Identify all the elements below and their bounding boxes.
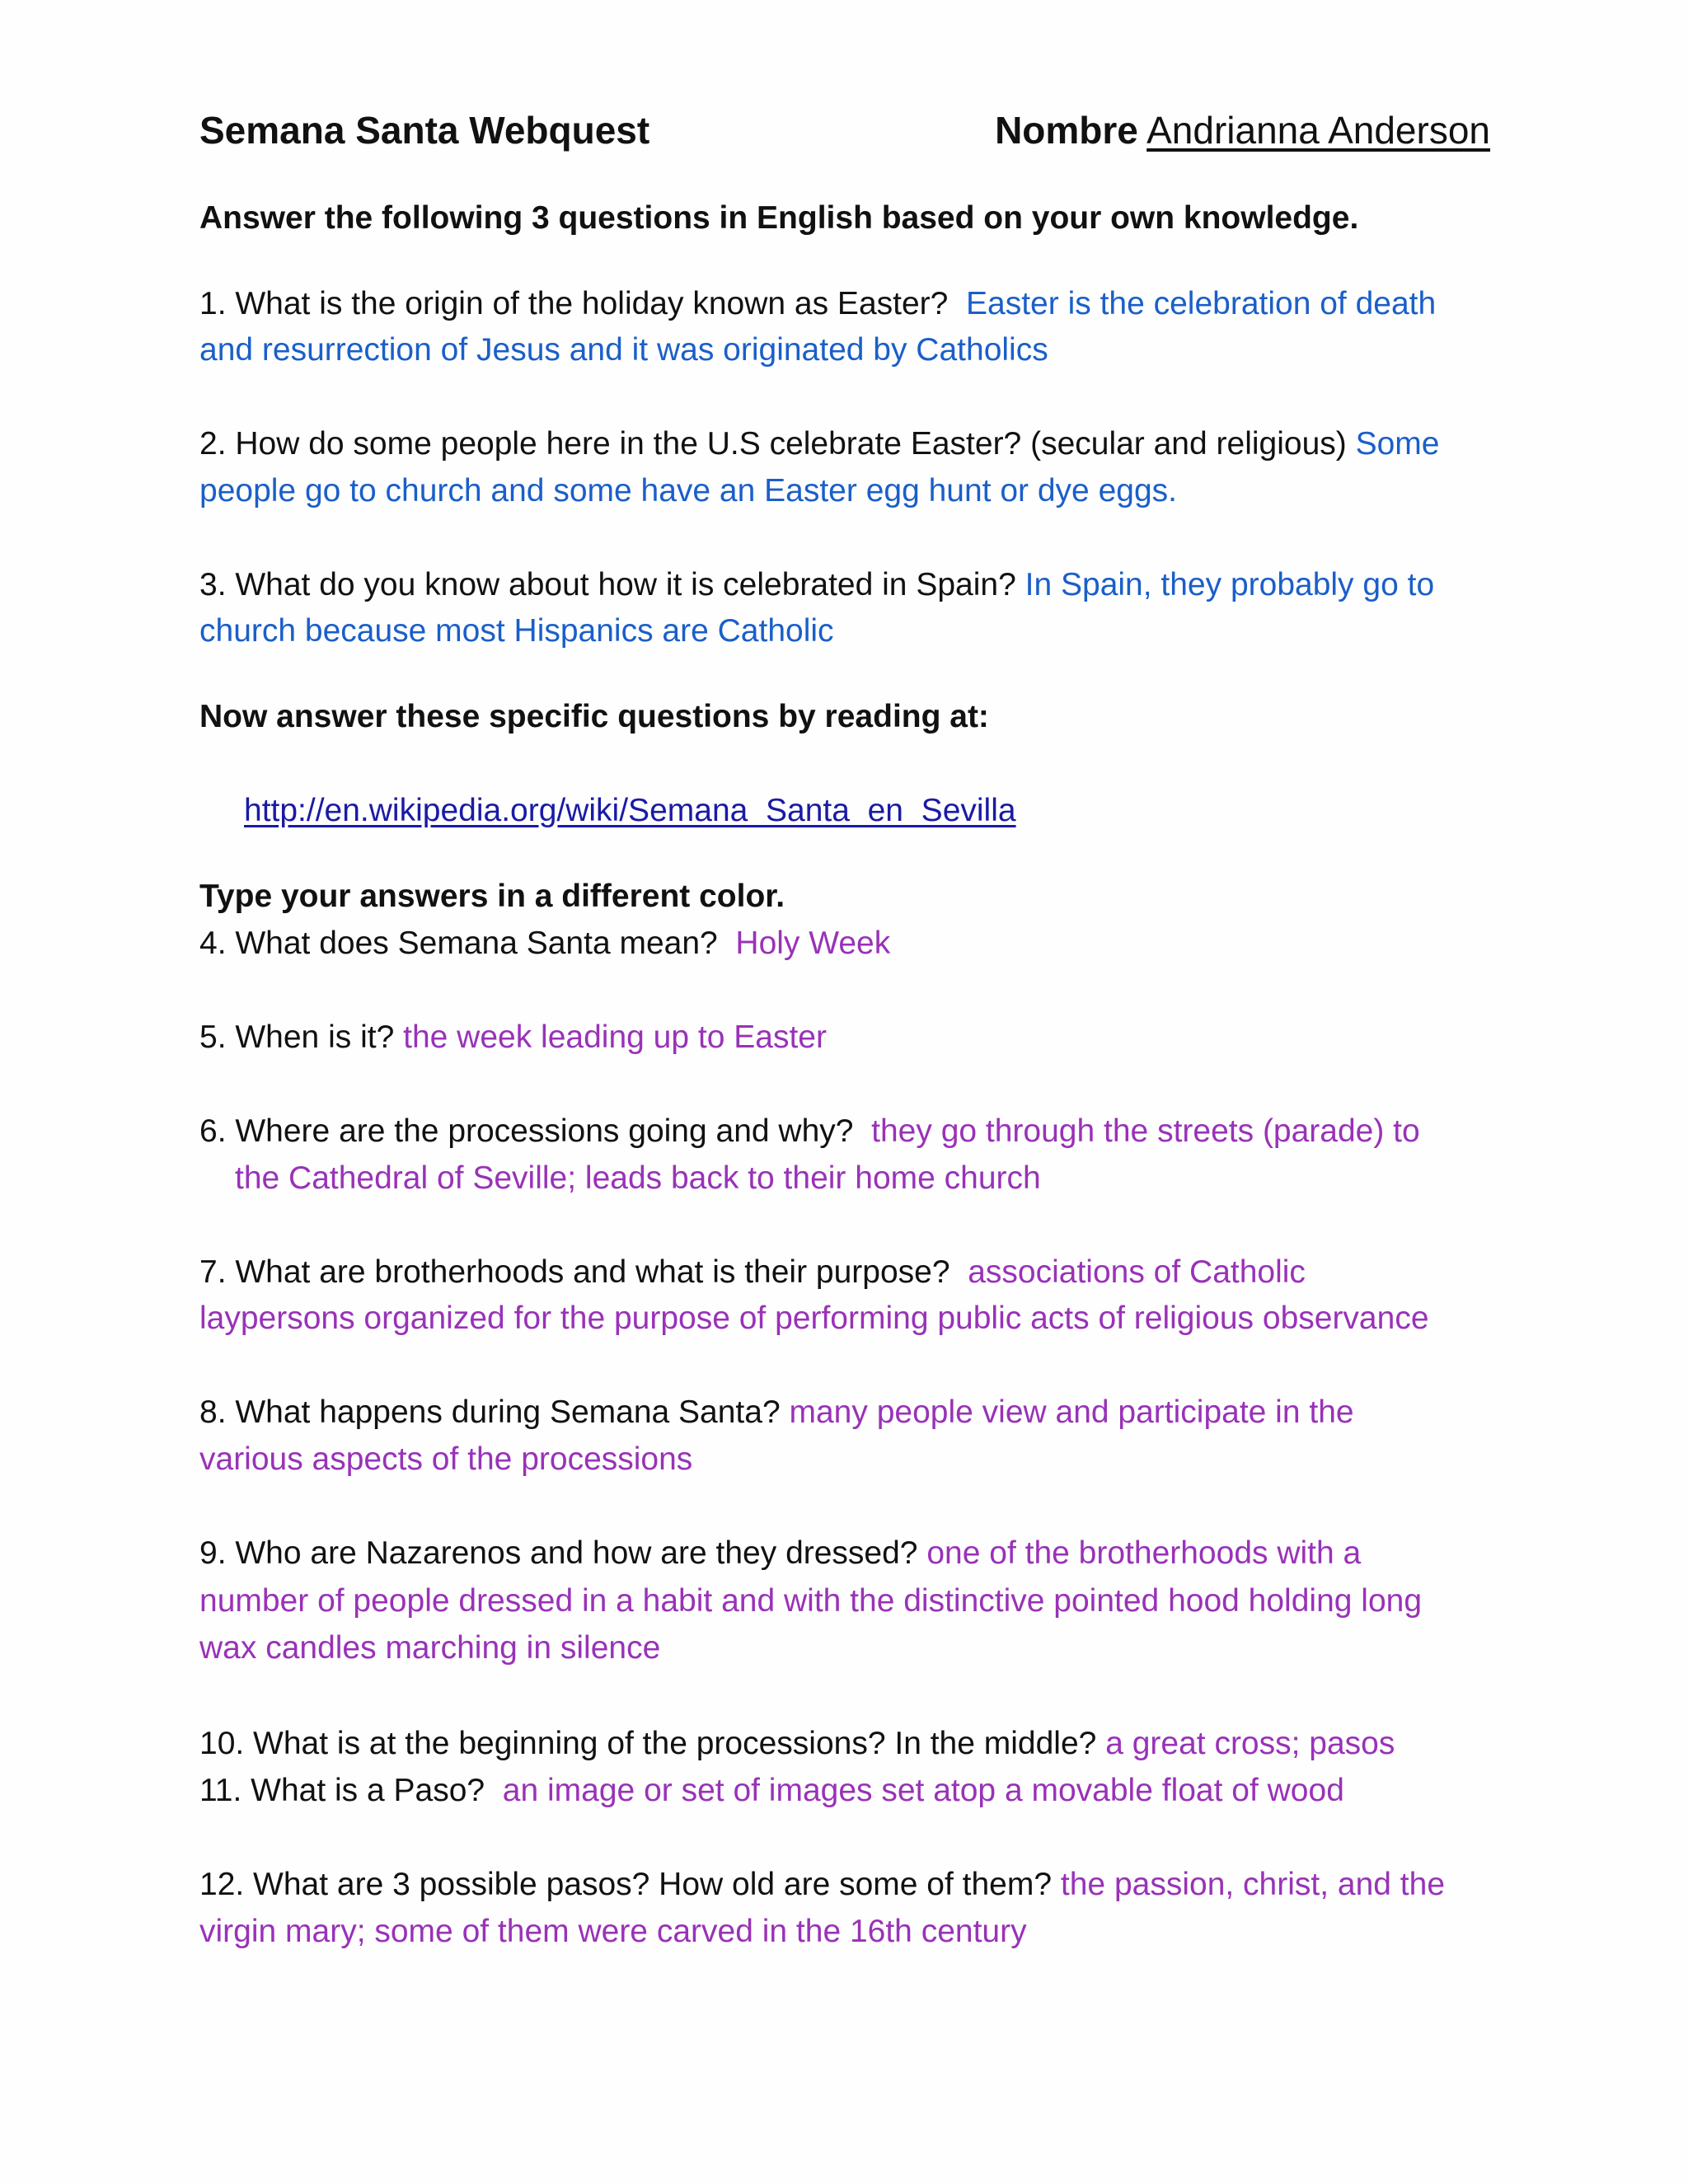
student-name: [995, 105, 1490, 155]
q12-line1: [199, 1861, 1445, 1908]
q7-line1: [199, 1249, 1306, 1296]
q2-answer: Some: [1355, 426, 1440, 462]
q8-answer: many people view and participate in the: [789, 1394, 1354, 1430]
q9-answer-cont1: number of people dressed in a habit and with the distinctive pointed hood holding long: [199, 1583, 1423, 1619]
q6-question: 6. Where are the processions going and why?: [199, 1113, 854, 1149]
q8-answer-cont: various aspects of the processions: [199, 1441, 693, 1477]
q7-answer: associations of Catholic: [968, 1254, 1306, 1290]
q2-question: 2. How do some people here in the U.S celebrate Easter? (secular and religious): [199, 426, 1347, 462]
q8-question: 8. What happens during Semana Santa?: [199, 1394, 781, 1430]
q12-answer-cont: virgin mary; some of them were carved in the 16th century: [199, 1914, 1027, 1949]
q11-answer: an image or set of images set atop a movable float of wood: [502, 1773, 1344, 1808]
q1-answer-cont: and resurrection of Jesus and it was originated by Catholics: [199, 332, 1048, 368]
q3-question: 3. What do you know about how it is celebrated in Spain?: [199, 567, 1016, 602]
wikipedia-link-line: [244, 787, 1016, 834]
wikipedia-link[interactable]: http://en.wikipedia.org/wiki/Semana_Santa_en_Sevilla: [244, 793, 1016, 828]
q6-answer-cont: the Cathedral of Seville; leads back to their home church: [235, 1160, 1041, 1196]
q5-answer: the week leading up to Easter: [403, 1019, 827, 1055]
name-value: Andrianna Anderson: [1146, 109, 1490, 152]
q3-answer: In Spain, they probably go to: [1025, 567, 1435, 602]
q8-line1: [199, 1389, 1354, 1436]
q9-question: 9. Who are Nazarenos and how are they dressed?: [199, 1535, 918, 1571]
q1-answer: Easter is the celebration of death: [966, 286, 1437, 321]
page-title: Semana Santa Webquest: [199, 109, 650, 152]
q7-question: 7. What are brotherhoods and what is their purpose?: [199, 1254, 950, 1290]
q4-line: [199, 920, 890, 967]
q9-answer: one of the brotherhoods with a: [926, 1535, 1362, 1571]
q11-question: 11. What is a Paso?: [199, 1773, 485, 1808]
q5-line: [199, 1014, 827, 1061]
q6-answer: they go through the streets (parade) to: [871, 1113, 1420, 1149]
q5-question: 5. When is it?: [199, 1019, 395, 1055]
color-instruction: Type your answers in a different color.: [199, 879, 785, 914]
q7-answer-cont: laypersons organized for the purpose of performing public acts of religious observance: [199, 1301, 1429, 1336]
q12-answer: the passion, christ, and the: [1060, 1867, 1446, 1902]
q2-answer-cont: people go to church and some have an Easter egg hunt or dye eggs.: [199, 473, 1177, 509]
section1-instruction: Answer the following 3 questions in English based on your own knowledge.: [199, 200, 1359, 236]
name-label: Nombre: [995, 109, 1138, 152]
q10-line: [199, 1720, 1395, 1767]
q9-line1: [199, 1530, 1361, 1577]
q6-line1: [199, 1108, 1420, 1155]
q1-question: 1. What is the origin of the holiday known as Easter?: [199, 286, 949, 321]
section2-instruction: Now answer these specific questions by reading at:: [199, 699, 989, 734]
q10-answer: a great cross; pasos: [1105, 1726, 1395, 1761]
q2-line1: [199, 420, 1440, 467]
q11-line: [199, 1767, 1344, 1814]
q9-answer-cont2: wax candles marching in silence: [199, 1630, 661, 1666]
q4-answer: Holy Week: [735, 926, 891, 961]
q10-question: 10. What is at the beginning of the processions? In the middle?: [199, 1726, 1097, 1761]
q3-answer-cont: church because most Hispanics are Catholic: [199, 613, 834, 649]
q4-question: 4. What does Semana Santa mean?: [199, 926, 718, 961]
q1-line1: [199, 280, 1436, 327]
q3-line1: [199, 561, 1434, 608]
q12-question: 12. What are 3 possible pasos? How old are some of them?: [199, 1867, 1053, 1902]
